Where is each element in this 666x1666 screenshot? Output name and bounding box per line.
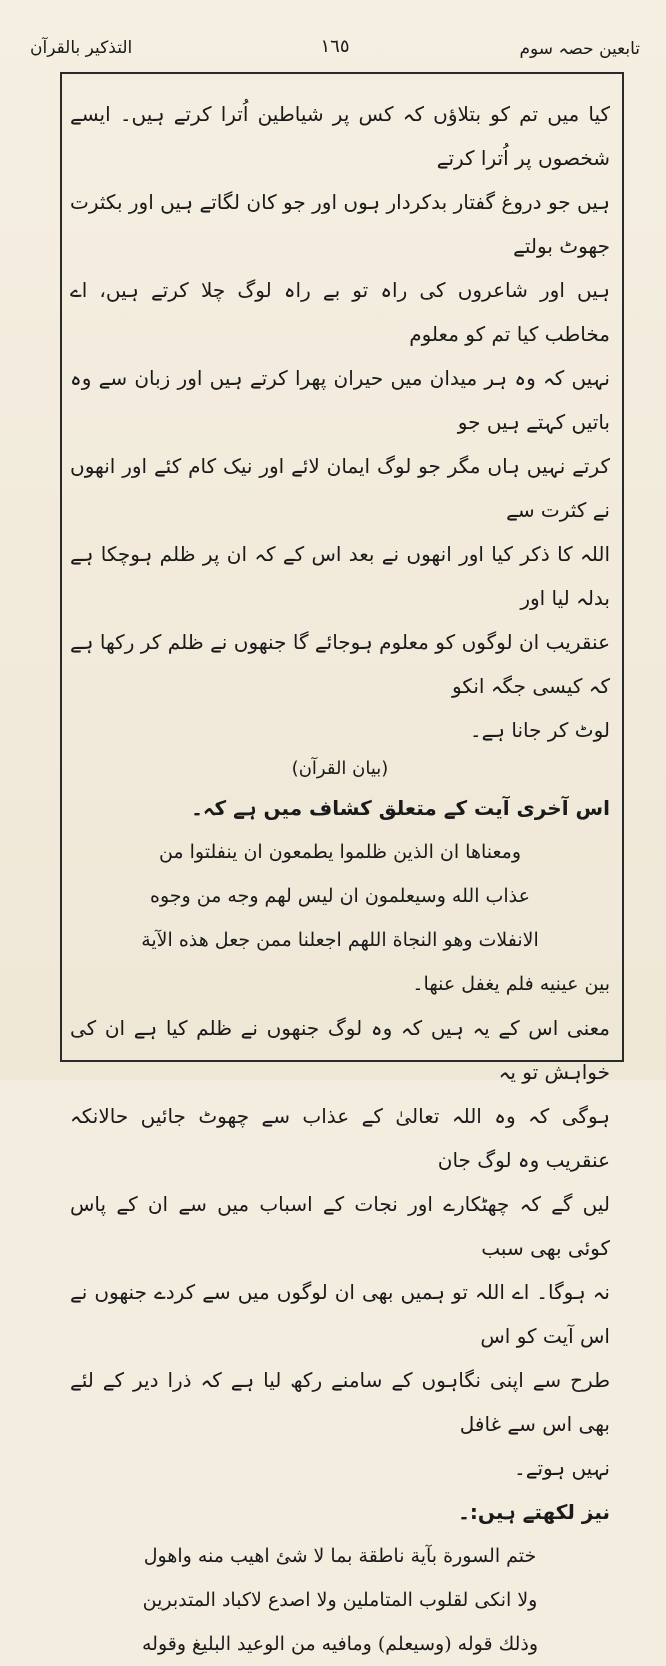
intro-line-2: نیز لکھتے ہیں:۔ [458, 1500, 610, 1524]
text-line: کیا میں تم کو بتلاؤں کہ کس پر شیاطین اُترا کرتے ہیں۔ ایسے شخصوں پر اُترا کرتے [70, 102, 610, 170]
arabic-line: الانفلات وهو النجاة اللهم اجعلنا ممن جعل هذه الآية [141, 929, 539, 951]
arabic-line: وذلك قوله (وسيعلم) ومافيه من الوعيد البليغ وقوله [141, 1633, 539, 1655]
text-line: نہ ہوگا۔ اے اللہ تو ہمیں بھی ان لوگوں میں سے کردے جنھوں نے اس آیت کو اس [70, 1280, 610, 1348]
arabic-line: ولا انكى لقلوب المتاملين ولا اصدع لاكباد المتدبرين [142, 1589, 538, 1611]
text-line: عنقریب ان لوگوں کو معلوم ہوجائے گا جنھوں نے ظلم کر رکھا ہے کہ کیسی جگہ انکو [70, 630, 610, 698]
intro-line: اس آخری آیت کے متعلق کشاف میں ہے کہ۔ [191, 796, 610, 820]
page-header [30, 34, 640, 64]
text-line: ہیں اور شاعروں کی راہ تو بے راہ لوگ چلا کرتے ہیں، اے مخاطب کیا تم کو معلوم [70, 278, 610, 346]
text-line: اللہ کا ذکر کیا اور انھوں نے بعد اس کے کہ ان پر ظلم ہوچکا ہے بدلہ لیا اور [70, 542, 610, 610]
text-line: لوٹ کر جانا ہے۔ [469, 718, 610, 742]
source-citation: (بیان القرآن) [291, 758, 389, 779]
text-body [70, 92, 610, 1666]
arabic-line: عذاب الله وسیعلمون ان لیس لهم وجه من وجوه [150, 885, 530, 907]
text-line: نہیں کہ وہ ہر میدان میں حیران پھرا کرتے ہیں اور زبان سے وہ باتیں کہتے ہیں جو [70, 366, 610, 434]
arabic-line: بین عینیه فلم یغفل عنها۔ [412, 973, 610, 995]
arabic-line: ومعناها ان الذین ظلموا یطمعون ان ینفلتوا من [158, 841, 522, 863]
page-number: ١٦٥ [320, 36, 350, 57]
running-title-left: التذکیر بالقرآن [30, 38, 133, 58]
text-line: ہوگی کہ وہ اللہ تعالیٰ کے عذاب سے چھوٹ جائیں حالانکہ عنقریب وہ لوگ جان [70, 1104, 610, 1172]
text-line: لیں گے کہ چھٹکارے اور نجات کے اسباب میں سے ان کے پاس کوئی بھی سبب [70, 1192, 610, 1260]
arabic-line: ختم السورة بآية ناطقة بما لا شئ اهيب منه واهول [143, 1545, 537, 1567]
text-line: معنی اس کے یہ ہیں کہ وہ لوگ جنھوں نے ظلم کیا ہے ان کی خواہش تو یہ [70, 1016, 610, 1084]
running-title-right: تابعین حصہ سوم [519, 39, 640, 59]
text-line: طرح سے اپنی نگاہوں کے سامنے رکھ لیا ہے کہ ذرا دیر کے لئے بھی اس سے غافل [70, 1368, 610, 1436]
text-line: نہیں ہوتے۔ [514, 1456, 610, 1480]
text-line: کرتے نہیں ہاں مگر جو لوگ ایمان لائے اور نیک کام کئے اور انھوں نے کثرت سے [70, 454, 610, 522]
text-line: ہیں جو دروغ گفتار بدکردار ہوں اور جو کان لگاتے ہیں اور بکثرت جھوٹ بولتے [70, 190, 610, 258]
